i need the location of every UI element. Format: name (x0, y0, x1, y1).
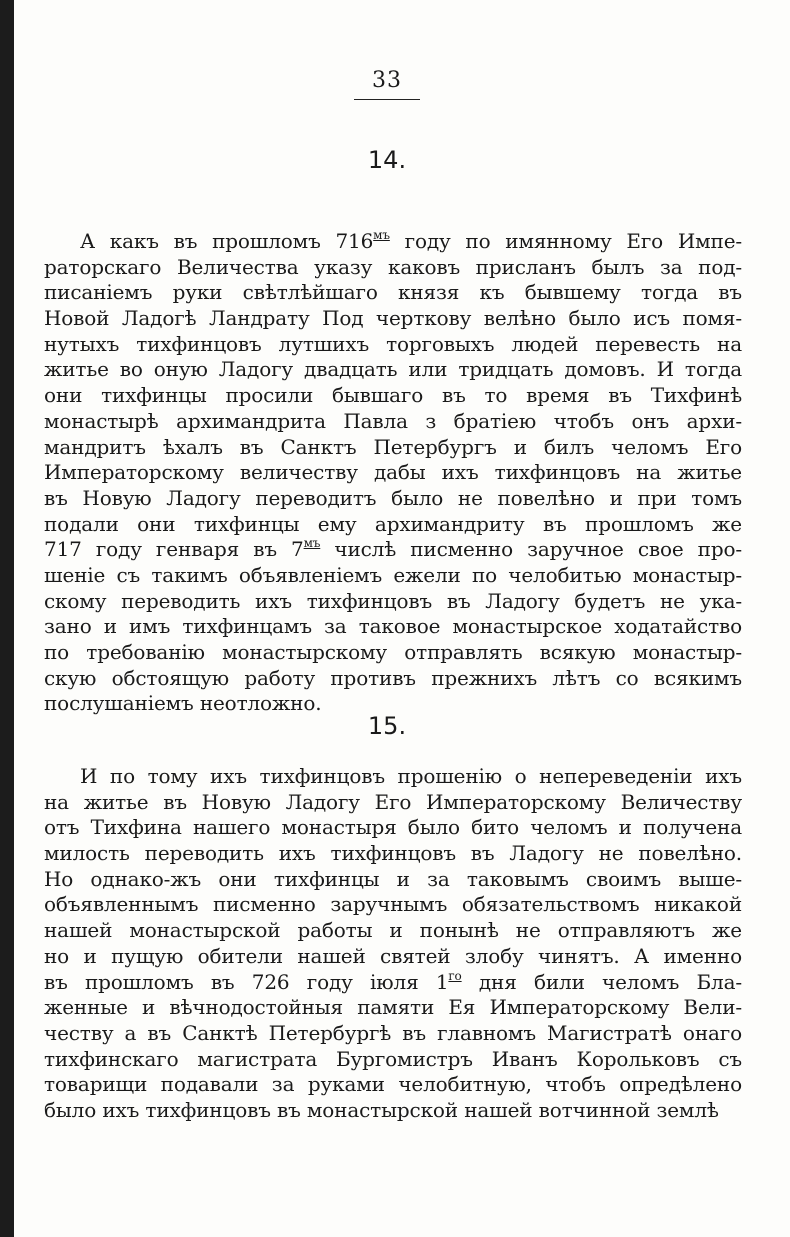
text-line (44, 280, 742, 306)
text-segment: въ прошломъ въ 726 году іюля 1 (44, 969, 449, 994)
text-segment: послушаніемъ неотложно. (44, 691, 322, 716)
text-line (44, 589, 742, 615)
text-segment: шеніе съ такимъ объявленіемъ ежели по челобитью монастыр- (44, 562, 742, 587)
text-line (44, 995, 742, 1021)
text-segment: А какъ въ прошломъ 716 (80, 229, 374, 253)
text-segment: скому переводить ихъ тихфинцовъ въ Ладогу будетъ не ука- (44, 588, 742, 613)
text-line (44, 383, 742, 409)
text-line (44, 357, 742, 383)
book-binding-edge (0, 0, 14, 1237)
text-segment: милость переводить ихъ тихфинцовъ въ Ладогу не повелѣно. (44, 841, 742, 866)
text-segment: 717 году генваря въ 7 (44, 537, 304, 562)
text-line (44, 1047, 742, 1073)
text-line (44, 764, 742, 790)
text-segment: объявленнымъ писменно заручнымъ обязательствомъ никакой (44, 892, 742, 917)
text-line (44, 460, 742, 486)
section-15-text (44, 764, 742, 1124)
text-segment: отъ Тихфина нашего монастыря было бито челомъ и получена (44, 815, 742, 840)
text-line (44, 563, 742, 589)
text-line (44, 867, 742, 893)
page-number-rule (354, 99, 420, 100)
text-line (44, 486, 742, 512)
text-segment: Новой Ладогѣ Ландрату Под черткову велѣно было исъ помя- (44, 306, 742, 331)
text-segment: мандритъ ѣхалъ въ Санктъ Петербургъ и билъ челомъ Его (44, 434, 742, 459)
text-segment: Императорскому величеству дабы ихъ тихфинцовъ на житье (44, 460, 742, 485)
text-segment: монастырѣ архимандрита Павла з братіею чтобъ онъ архи- (44, 408, 742, 433)
text-line (44, 1098, 742, 1124)
text-segment: нашей монастырской работы и понынѣ не отправляютъ же (44, 918, 742, 943)
book-page (14, 0, 790, 1237)
text-line (44, 841, 742, 867)
text-segment: житье во оную Ладогу двадцать или тридцать домовъ. И тогда (44, 357, 742, 382)
text-segment: честву а въ Санктѣ Петербургѣ въ главномъ Магистратѣ онаго (44, 1020, 742, 1045)
text-segment: товарищи подавали за руками челобитную, чтобъ опредѣлено (44, 1072, 742, 1097)
text-line (44, 944, 742, 970)
text-line (44, 332, 742, 358)
text-segment: числѣ писменно заручное свое про- (320, 537, 742, 562)
text-segment: зано и имъ тихфинцамъ за таковое монастырское ходатайство (44, 614, 742, 639)
section-14-heading: 14. (367, 146, 407, 174)
section-14-text (44, 229, 742, 717)
text-segment: подали они тихфинцы ему архимандриту въ прошломъ же (44, 511, 742, 536)
text-segment: женные и вѣчнодостойныя памяти Ея Императорскому Вели- (44, 995, 742, 1020)
text-line (44, 306, 742, 332)
text-segment: они тихфинцы просили бывшаго въ то время въ Тихфинѣ (44, 383, 742, 408)
page-number: 33 (372, 68, 402, 93)
text-segment: году по имянному Его Импе- (389, 229, 742, 253)
text-segment: писаніемъ руки свѣтлѣйшаго князя къ бывшему тогда въ (44, 280, 742, 305)
text-line (44, 790, 742, 816)
text-segment: въ Новую Ладогу переводитъ было не повелѣно и при томъ (44, 485, 742, 510)
text-segment: И по тому ихъ тихфинцовъ прошенію о непереведеніи ихъ (80, 764, 742, 788)
text-line (44, 229, 742, 255)
text-line (44, 409, 742, 435)
text-line (44, 1072, 742, 1098)
text-segment: было ихъ тихфинцовъ въ монастырской нашей вотчинной землѣ (44, 1097, 719, 1122)
text-line (44, 666, 742, 692)
text-segment: по требованію монастырскому отправлять всякую монастыр- (44, 640, 742, 664)
text-line (44, 537, 742, 563)
text-segment: тихфинскаго магистрата Бургомистръ Иванъ Корольковъ съ (44, 1046, 742, 1071)
text-segment: нутыхъ тихфинцовъ лутшихъ торговыхъ людей перевесть на (44, 331, 742, 356)
text-line (44, 435, 742, 461)
text-line (44, 640, 742, 666)
text-line (44, 815, 742, 841)
text-line (44, 255, 742, 281)
text-segment: скую обстоящую работу противъ прежнихъ лѣтъ со всякимъ (44, 665, 742, 690)
ordinal-superscript: мъ (303, 536, 321, 551)
text-line (44, 970, 742, 996)
text-segment: но и пущую обители нашей святей злобу чинятъ. А именно (44, 943, 742, 968)
section-15-heading: 15. (367, 712, 407, 740)
text-line (44, 614, 742, 640)
text-line (44, 892, 742, 918)
text-segment: раторскаго Величества указу каковъ присланъ былъ за под- (44, 254, 742, 279)
ordinal-superscript: мъ (373, 228, 390, 242)
text-segment: Но однако-жъ они тихфинцы и за таковымъ своимъ выше- (44, 866, 742, 891)
text-line (44, 512, 742, 538)
text-segment: на житье въ Новую Ладогу Его Императорскому Величеству (44, 789, 742, 814)
text-line (44, 1021, 742, 1047)
text-line (44, 918, 742, 944)
text-segment: дня били челомъ Бла- (461, 969, 742, 994)
ordinal-superscript: го (448, 968, 462, 983)
